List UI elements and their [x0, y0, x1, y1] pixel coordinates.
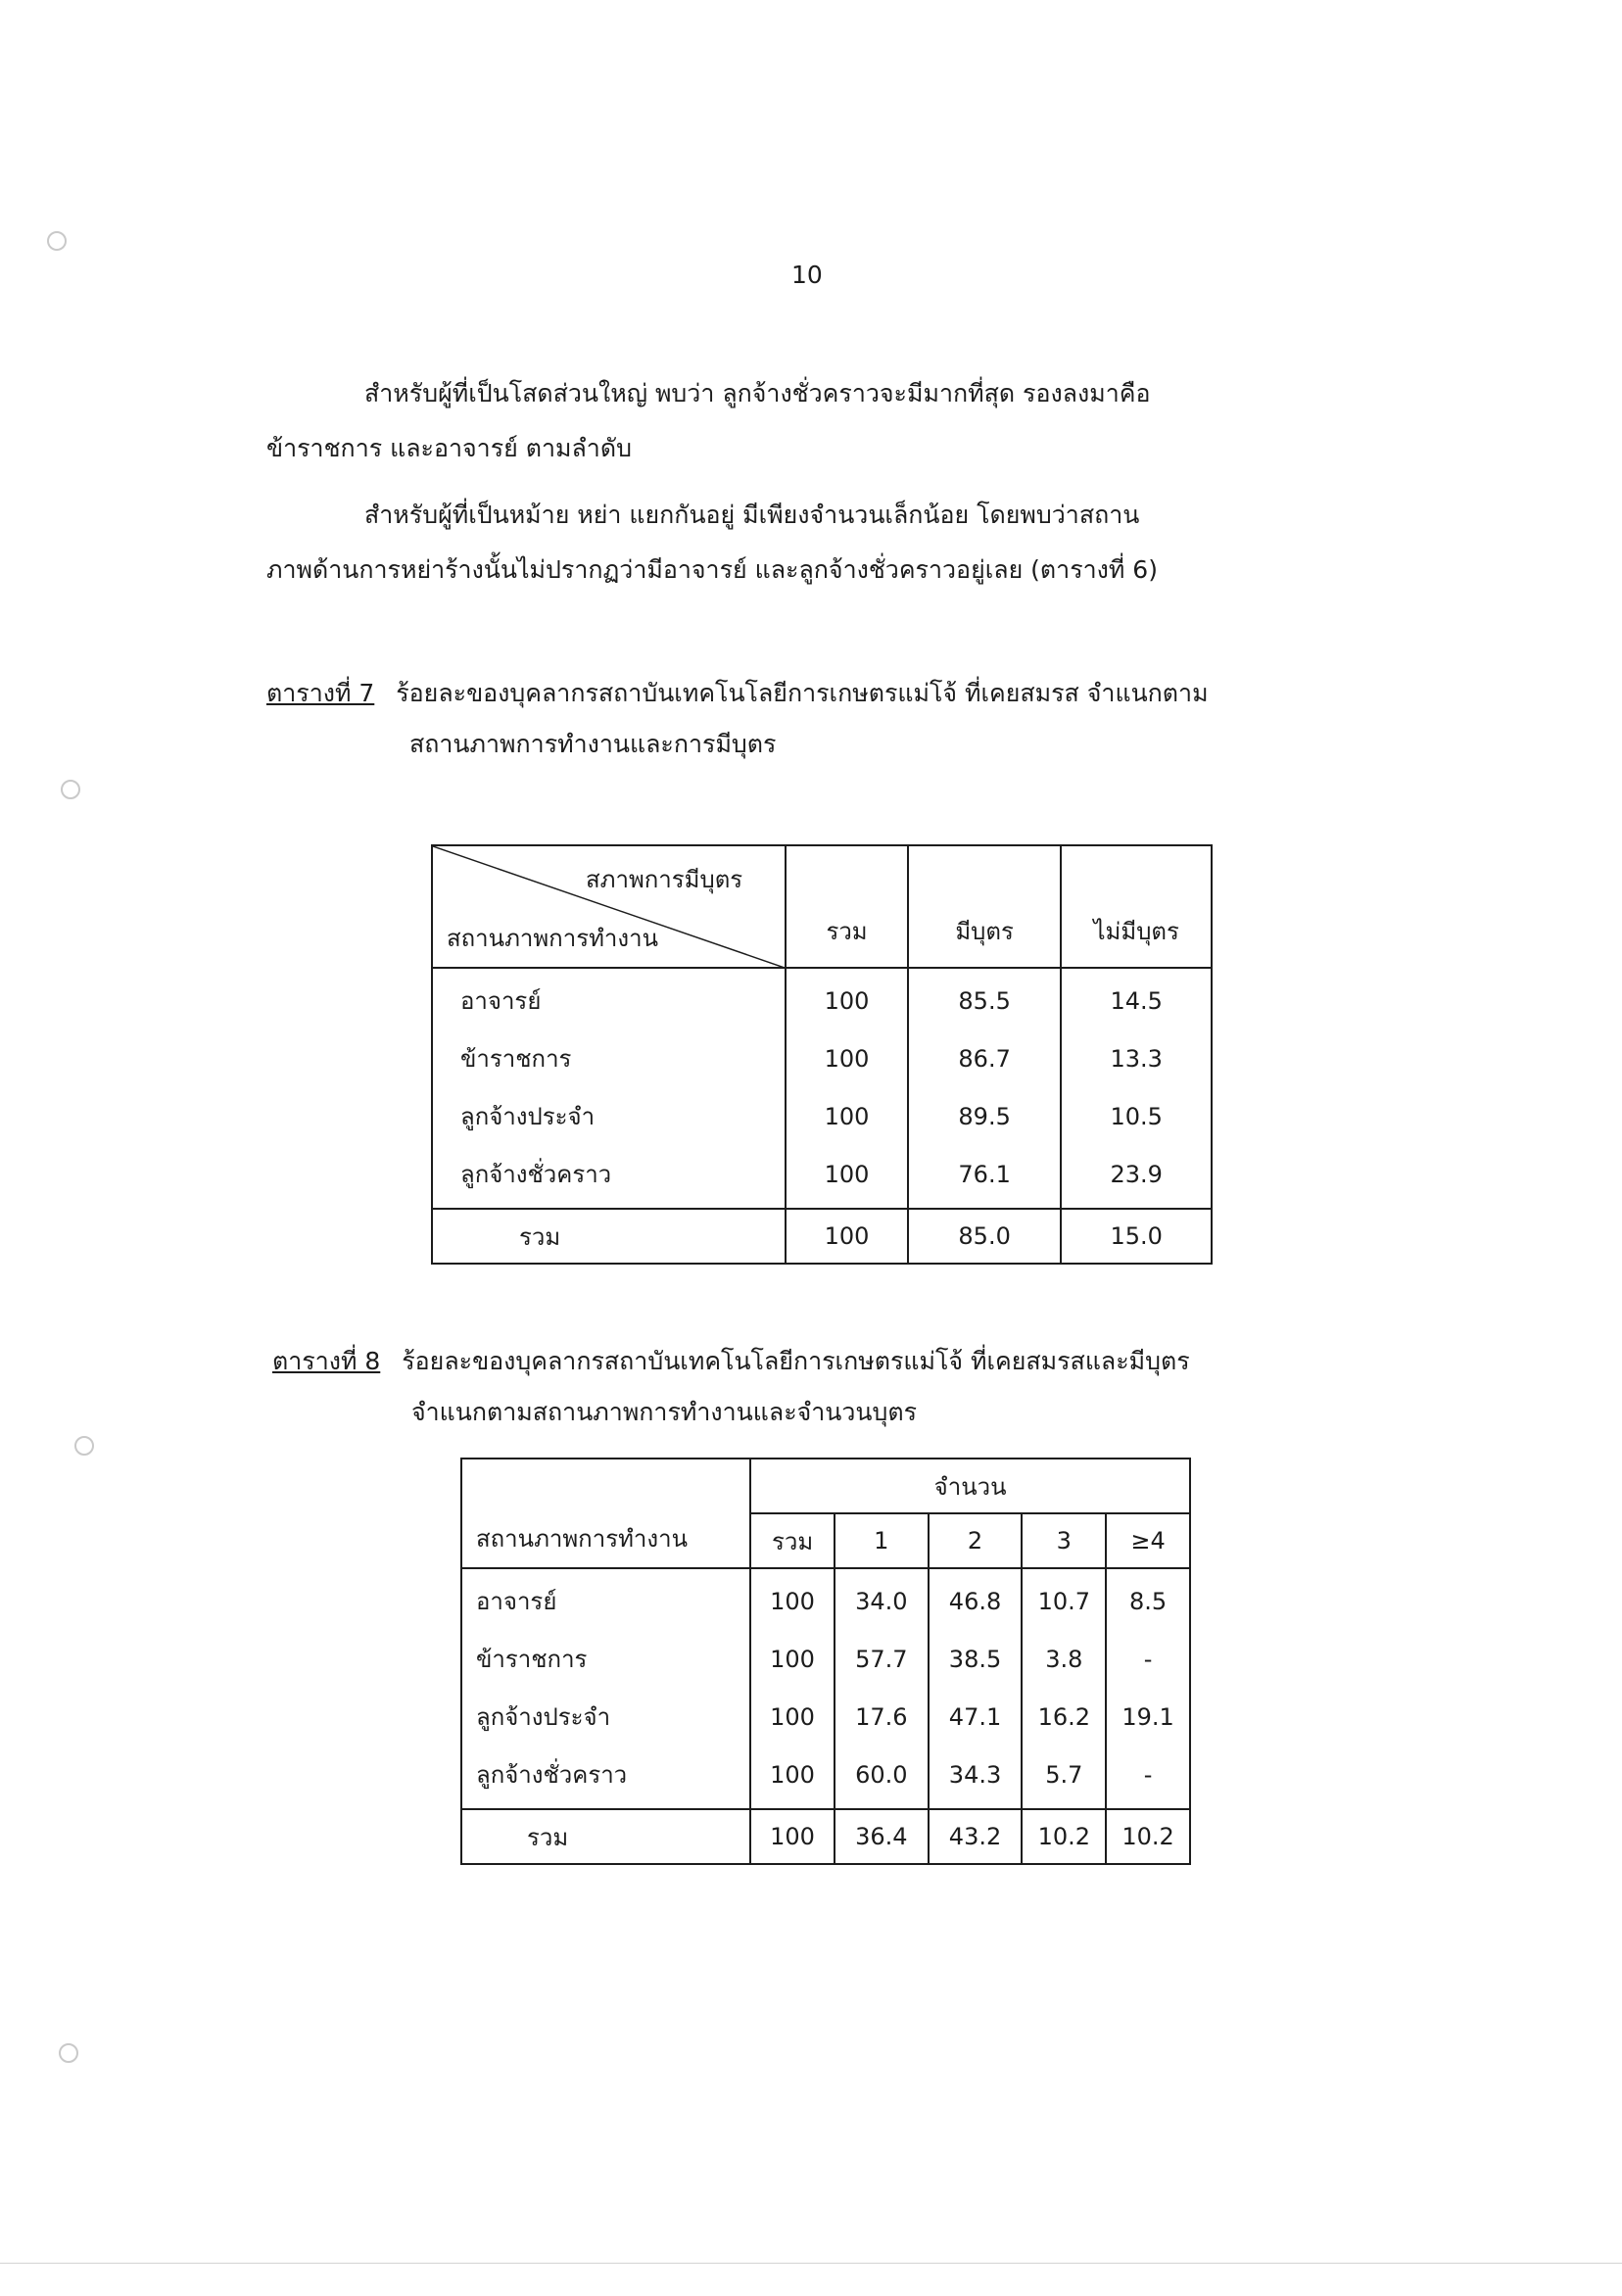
values-column: [750, 1568, 835, 1809]
table-cell: 14.5: [1110, 987, 1163, 1015]
paragraph: [266, 488, 1158, 598]
table-cell: 100: [824, 1045, 870, 1073]
column-header: 2: [929, 1513, 1023, 1568]
column-header: รวม: [786, 845, 908, 968]
caption-line: [266, 668, 1209, 719]
table-cell: 100: [824, 1161, 870, 1188]
table-cell: 100: [770, 1646, 815, 1673]
table-8-title: ร้อยละของบุคลากรสถาบันเทคโนโลยีการเกษตรแม่โจ้ ที่เคยสมรสและมีบุตร: [402, 1347, 1190, 1375]
table-cell: 13.3: [1110, 1045, 1163, 1073]
table-8: [460, 1458, 1191, 1865]
table-body-row: [461, 1568, 1190, 1809]
column-header: ไม่มีบุตร: [1061, 845, 1212, 968]
table-cell: 47.1: [948, 1703, 1002, 1731]
table-cell: 23.9: [1110, 1161, 1163, 1188]
table-cell: 10.2: [1022, 1809, 1106, 1864]
paragraph-line: ภาพด้านการหย่าร้างนั้นไม่ปรากฏว่ามีอาจารย์ และลูกจ้างชั่วคราวอยู่เลย (ตารางที่ 6): [266, 555, 1158, 584]
total-label: รวม: [461, 1809, 750, 1864]
row-label: ลูกจ้างชั่วคราว: [476, 1761, 628, 1789]
row-label: ลูกจ้างประจำ: [476, 1703, 611, 1731]
table-cell: 10.7: [1037, 1588, 1090, 1615]
table-header-row: [461, 1459, 1190, 1513]
table-7-caption: [266, 668, 1209, 770]
table-cell: 34.3: [948, 1761, 1002, 1789]
table-cell: 100: [770, 1703, 815, 1731]
table-cell: 19.1: [1121, 1703, 1174, 1731]
paragraph: [266, 366, 1150, 476]
punch-hole-mark: [59, 2043, 78, 2063]
row-label: ลูกจ้างชั่วคราว: [460, 1161, 612, 1188]
column-header: 3: [1022, 1513, 1106, 1568]
table-7-title: ร้อยละของบุคลากรสถาบันเทคโนโลยีการเกษตรแม่โจ้ ที่เคยสมรส จำแนกตาม: [396, 679, 1209, 707]
column-group-header: จำนวน: [750, 1459, 1190, 1513]
paragraph-line: สำหรับผู้ที่เป็นโสดส่วนใหญ่ พบว่า ลูกจ้างชั่วคราวจะมีมากที่สุด รองลงมาคือ: [364, 379, 1151, 407]
table-cell: 43.2: [929, 1809, 1023, 1864]
column-header: ≥4: [1106, 1513, 1190, 1568]
punch-hole-mark: [47, 231, 67, 251]
values-column: [786, 968, 908, 1209]
table-cell: 85.0: [908, 1209, 1062, 1264]
table-cell: 100: [750, 1809, 835, 1864]
table-7: [431, 844, 1213, 1265]
row-label: ข้าราชการ: [476, 1646, 588, 1673]
table-cell: 17.6: [855, 1703, 908, 1731]
table-body-row: [432, 968, 1212, 1209]
table-cell: 38.5: [948, 1646, 1002, 1673]
table-cell: -: [1143, 1761, 1153, 1789]
table-cell: 8.5: [1129, 1588, 1168, 1615]
values-column: [929, 1568, 1023, 1809]
table-cell: 10.2: [1106, 1809, 1190, 1864]
total-label: รวม: [432, 1209, 786, 1264]
values-column: [1106, 1568, 1190, 1809]
values-column: [1022, 1568, 1106, 1809]
table-8-label: ตารางที่ 8: [272, 1347, 381, 1375]
table-cell: 100: [824, 1103, 870, 1130]
column-header: 1: [835, 1513, 929, 1568]
table-8-caption: [272, 1336, 1190, 1438]
paragraph-line: ข้าราชการ และอาจารย์ ตามลำดับ: [266, 434, 632, 462]
table-cell: 100: [786, 1209, 908, 1264]
scan-edge-line: [0, 2263, 1622, 2264]
table-cell: 34.0: [855, 1588, 908, 1615]
punch-hole-mark: [61, 780, 80, 799]
caption-line: จำแนกตามสถานภาพการทำงานและจำนวนบุตร: [411, 1398, 918, 1426]
row-labels-cell: [432, 968, 786, 1209]
row-label: อาจารย์: [476, 1588, 557, 1615]
row-label: ลูกจ้างประจำ: [460, 1103, 596, 1130]
table-cell: 46.8: [948, 1588, 1002, 1615]
table-7-label: ตารางที่ 7: [266, 679, 375, 707]
table-cell: 3.8: [1045, 1646, 1083, 1673]
row-label: ข้าราชการ: [460, 1045, 572, 1073]
table-cell: 16.2: [1037, 1703, 1090, 1731]
table-cell: 57.7: [855, 1646, 908, 1673]
values-column: [908, 968, 1062, 1209]
table-cell: 15.0: [1061, 1209, 1212, 1264]
table-total-row: [461, 1809, 1190, 1864]
caption-line: [272, 1336, 1190, 1387]
paragraph-line: สำหรับผู้ที่เป็นหม้าย หย่า แยกกันอยู่ มีเพียงจำนวนเล็กน้อย โดยพบว่าสถาน: [364, 501, 1140, 529]
table-cell: 36.4: [835, 1809, 929, 1864]
row-group-header: สถานภาพการทำงาน: [447, 925, 658, 952]
table-cell: 100: [824, 987, 870, 1015]
table-cell: 89.5: [958, 1103, 1011, 1130]
column-group-header: สภาพการมีบุตร: [586, 866, 743, 893]
table-cell: 76.1: [958, 1161, 1011, 1188]
column-header: มีบุตร: [908, 845, 1062, 968]
values-column: [1061, 968, 1212, 1209]
table-cell: 85.5: [958, 987, 1011, 1015]
caption-line: สถานภาพการทำงานและการมีบุตร: [409, 730, 777, 758]
table-cell: -: [1143, 1646, 1153, 1673]
table-cell: 86.7: [958, 1045, 1011, 1073]
row-labels-cell: [461, 1568, 750, 1809]
values-column: [835, 1568, 929, 1809]
table-corner-cell: [432, 845, 786, 968]
table-cell: 5.7: [1045, 1761, 1083, 1789]
table-cell: 10.5: [1110, 1103, 1163, 1130]
table-cell: 100: [770, 1761, 815, 1789]
column-header: รวม: [750, 1513, 835, 1568]
page-number: 10: [791, 261, 823, 289]
table-cell: 60.0: [855, 1761, 908, 1789]
table-header-row: [432, 845, 1212, 968]
table-cell: 100: [770, 1588, 815, 1615]
row-label: อาจารย์: [460, 987, 542, 1015]
table-total-row: [432, 1209, 1212, 1264]
row-group-header: สถานภาพการทำงาน: [461, 1459, 750, 1568]
punch-hole-mark: [74, 1436, 94, 1456]
